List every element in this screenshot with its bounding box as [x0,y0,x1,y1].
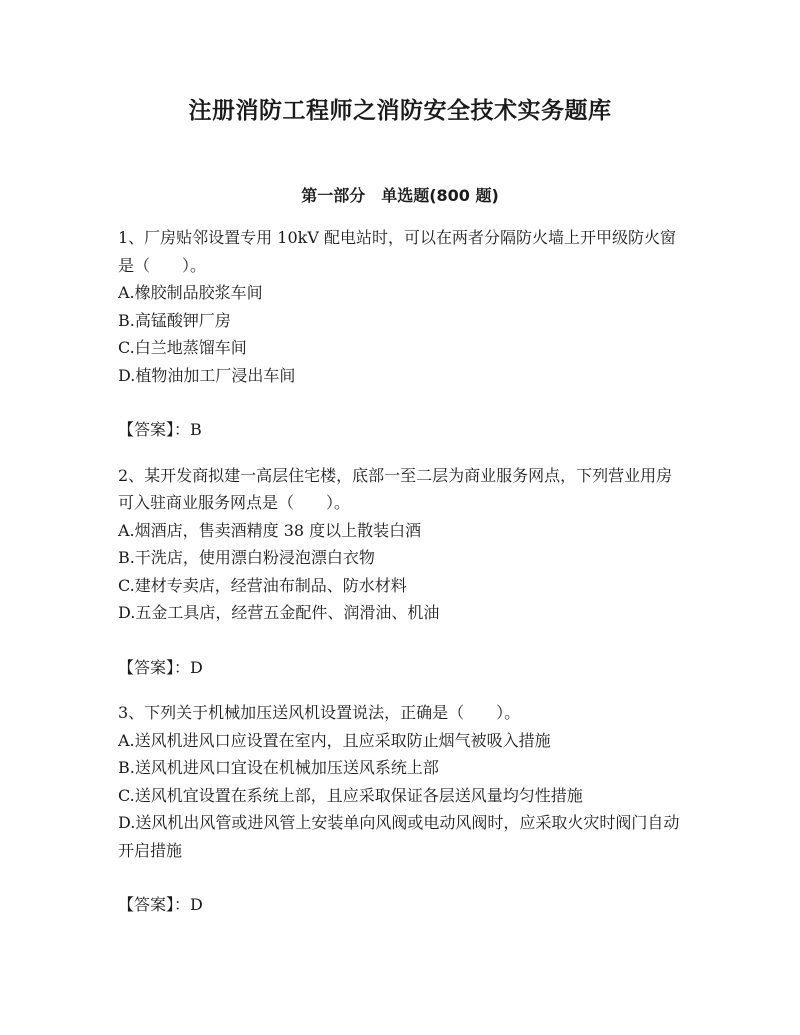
question-stem: 2、某开发商拟建一高层住宅楼，底部一至二层为商业服务网点，下列营业用房可入驻商业服务网点是（ ）。 [118,465,673,512]
option-d: D.植物油加工厂浸出车间 [118,365,296,385]
question-list [118,224,688,937]
answer-line [118,654,688,682]
option-d: D.五金工具店，经营五金配件、润滑油、机油 [118,603,440,622]
option-c: C.建材专卖店，经营油布制品、防水材料 [118,575,407,595]
option-c: C.白兰地蒸馏车间 [118,338,247,357]
section-title: 第一部分 单选题(800 题) [301,186,499,205]
option-c: C.送风机宜设置在系统上部，且应采取保证各层送风量均匀性措施 [118,785,583,805]
question-3 [118,699,688,919]
document-title: 注册消防工程师之消防安全技术实务题库 [188,98,612,124]
answer-label: 【答案】： [118,895,191,914]
option-b: B.干洗店，使用漂白粉浸泡漂白衣物 [118,548,375,567]
answer-label: 【答案】： [118,420,191,439]
answer-line [118,416,688,444]
question-1 [118,224,688,444]
answer-label: 【答案】： [118,657,191,677]
option-d: D.送风机出风管或进风管上安装单向风阀或电动风阀时，应采取火灾时阀门自动开启措施 [118,813,680,860]
option-a: A.烟酒店，售卖酒精度 38 度以上散装白酒 [118,520,422,540]
option-b: B.送风机进风口宜设在机械加压送风系统上部 [118,758,439,777]
answer-value: B [190,420,202,439]
question-stem: 3、下列关于机械加压送风机设置说法，正确是（ ）。 [118,703,521,722]
question-2 [118,462,688,682]
option-b: B.高锰酸钾厂房 [118,310,231,330]
answer-line [118,891,688,919]
answer-value: D [190,895,203,914]
option-a: A.橡胶制品胶浆车间 [118,283,263,302]
question-stem: 1、厂房贴邻设置专用 10kV 配电站时，可以在两者分隔防火墙上开甲级防火窗是（ ）。 [118,228,676,275]
option-a: A.送风机进风口应设置在室内，且应采取防止烟气被吸入措施 [118,730,551,750]
answer-value: D [190,657,203,677]
